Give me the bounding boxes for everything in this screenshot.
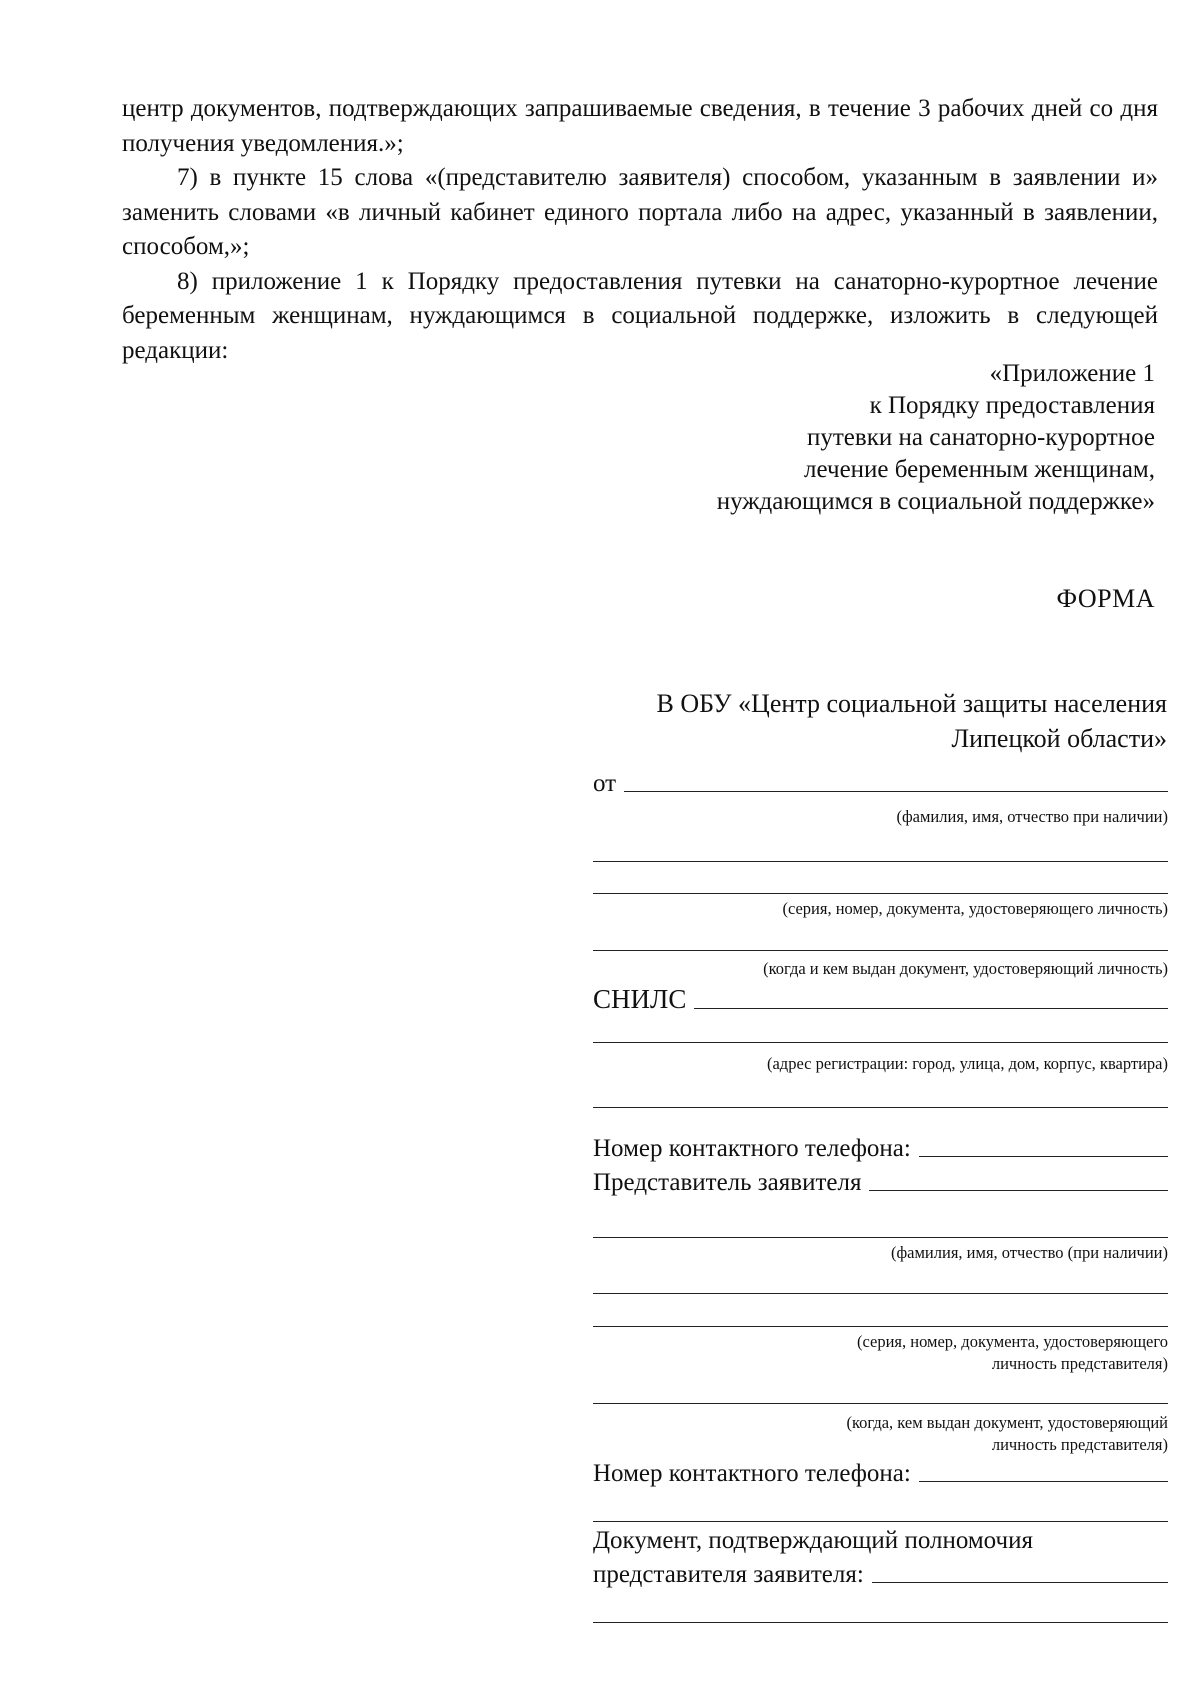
addressee — [527, 686, 1167, 756]
appendix-line: нуждающимся в социальной поддержке» — [716, 488, 1155, 515]
caption-fio: (фамилия, имя, отчество при наличии) — [896, 807, 1168, 826]
appendix-reference — [535, 358, 1155, 518]
caption-rep-issued — [593, 1412, 1168, 1456]
snils-row — [593, 984, 1168, 1015]
paragraph-item-8: 8) приложение 1 к Порядку предоставления путевки на санаторно-курортное лечение беременным женщинам, нуждающимся в социальной поддержке, изложить в следующей редакции: — [122, 267, 1158, 364]
from-row — [593, 770, 1168, 798]
phone-field[interactable] — [919, 1156, 1168, 1157]
addressee-line: Липецкой области» — [951, 724, 1167, 753]
rep-issued-field[interactable] — [593, 1403, 1168, 1404]
representative-row — [593, 1169, 1168, 1197]
snils-field[interactable] — [694, 1008, 1168, 1009]
from-label: от — [593, 770, 617, 797]
caption-id-document: (серия, номер, документа, удостоверяющего личность) — [782, 899, 1168, 918]
representative-label: Представитель заявителя — [593, 1169, 862, 1196]
appendix-line: путевки на санаторно-курортное — [807, 424, 1155, 451]
paragraph-continuation: центр документов, подтверждающих запрашиваемые сведения, в течение 3 рабочих дней со дня получения уведомления.»; — [122, 95, 1158, 157]
caption-id-issued: (когда и кем выдан документ, удостоверяющий личность) — [763, 959, 1168, 978]
body-text — [122, 92, 1158, 368]
rep-document-field[interactable] — [593, 1326, 1168, 1327]
address-field[interactable] — [593, 1042, 1168, 1043]
addressee-line: В ОБУ «Центр социальной защиты населения — [656, 689, 1167, 718]
address-field-extra[interactable] — [593, 1107, 1168, 1108]
rep-phone-field[interactable] — [919, 1481, 1168, 1482]
caption-line: (серия, номер, документа, удостоверяющего — [857, 1332, 1168, 1351]
rep-phone-label: Номер контактного телефона: — [593, 1460, 911, 1487]
caption-line: личность представителя) — [991, 1435, 1168, 1454]
rep-fio-field[interactable] — [593, 1237, 1168, 1238]
blank-line[interactable] — [593, 1293, 1168, 1294]
id-issued-field[interactable] — [593, 950, 1168, 951]
appendix-line: лечение беременным женщинам, — [804, 456, 1155, 483]
appendix-line: «Приложение 1 — [989, 360, 1155, 387]
blank-line[interactable] — [593, 861, 1168, 862]
caption-rep-fio: (фамилия, имя, отчество (при наличии) — [890, 1243, 1168, 1262]
blank-line[interactable] — [593, 1622, 1168, 1623]
phone-label: Номер контактного телефона: — [593, 1135, 911, 1162]
authority-row-1 — [593, 1527, 1168, 1555]
snils-label: СНИЛС — [593, 984, 687, 1014]
form-title: ФОРМА — [1056, 584, 1155, 613]
id-document-field[interactable] — [593, 893, 1168, 894]
paragraph-item-7: 7) в пункте 15 слова «(представителю заявителя) способом, указанным в заявлении и» заменить словами «в личный кабинет единого портала либо на адрес, указанный в заявлении, способом,»; — [122, 164, 1158, 260]
phone-row — [593, 1135, 1168, 1163]
authority-field[interactable] — [872, 1582, 1168, 1583]
blank-line[interactable] — [593, 1521, 1168, 1522]
fio-field[interactable] — [624, 791, 1168, 792]
caption-address: (адрес регистрации: город, улица, дом, корпус, квартира) — [766, 1054, 1168, 1073]
rep-phone-row — [593, 1460, 1168, 1488]
authority-label: Документ, подтверждающий полномочия — [593, 1527, 1033, 1554]
caption-line: (когда, кем выдан документ, удостоверяющий — [846, 1413, 1168, 1432]
representative-field[interactable] — [869, 1190, 1168, 1191]
caption-line: личность представителя) — [991, 1354, 1168, 1373]
authority-label-cont: представителя заявителя: — [593, 1561, 864, 1588]
caption-rep-document — [593, 1331, 1168, 1375]
authority-row-2 — [593, 1561, 1168, 1589]
appendix-line: к Порядку предоставления — [869, 392, 1155, 419]
